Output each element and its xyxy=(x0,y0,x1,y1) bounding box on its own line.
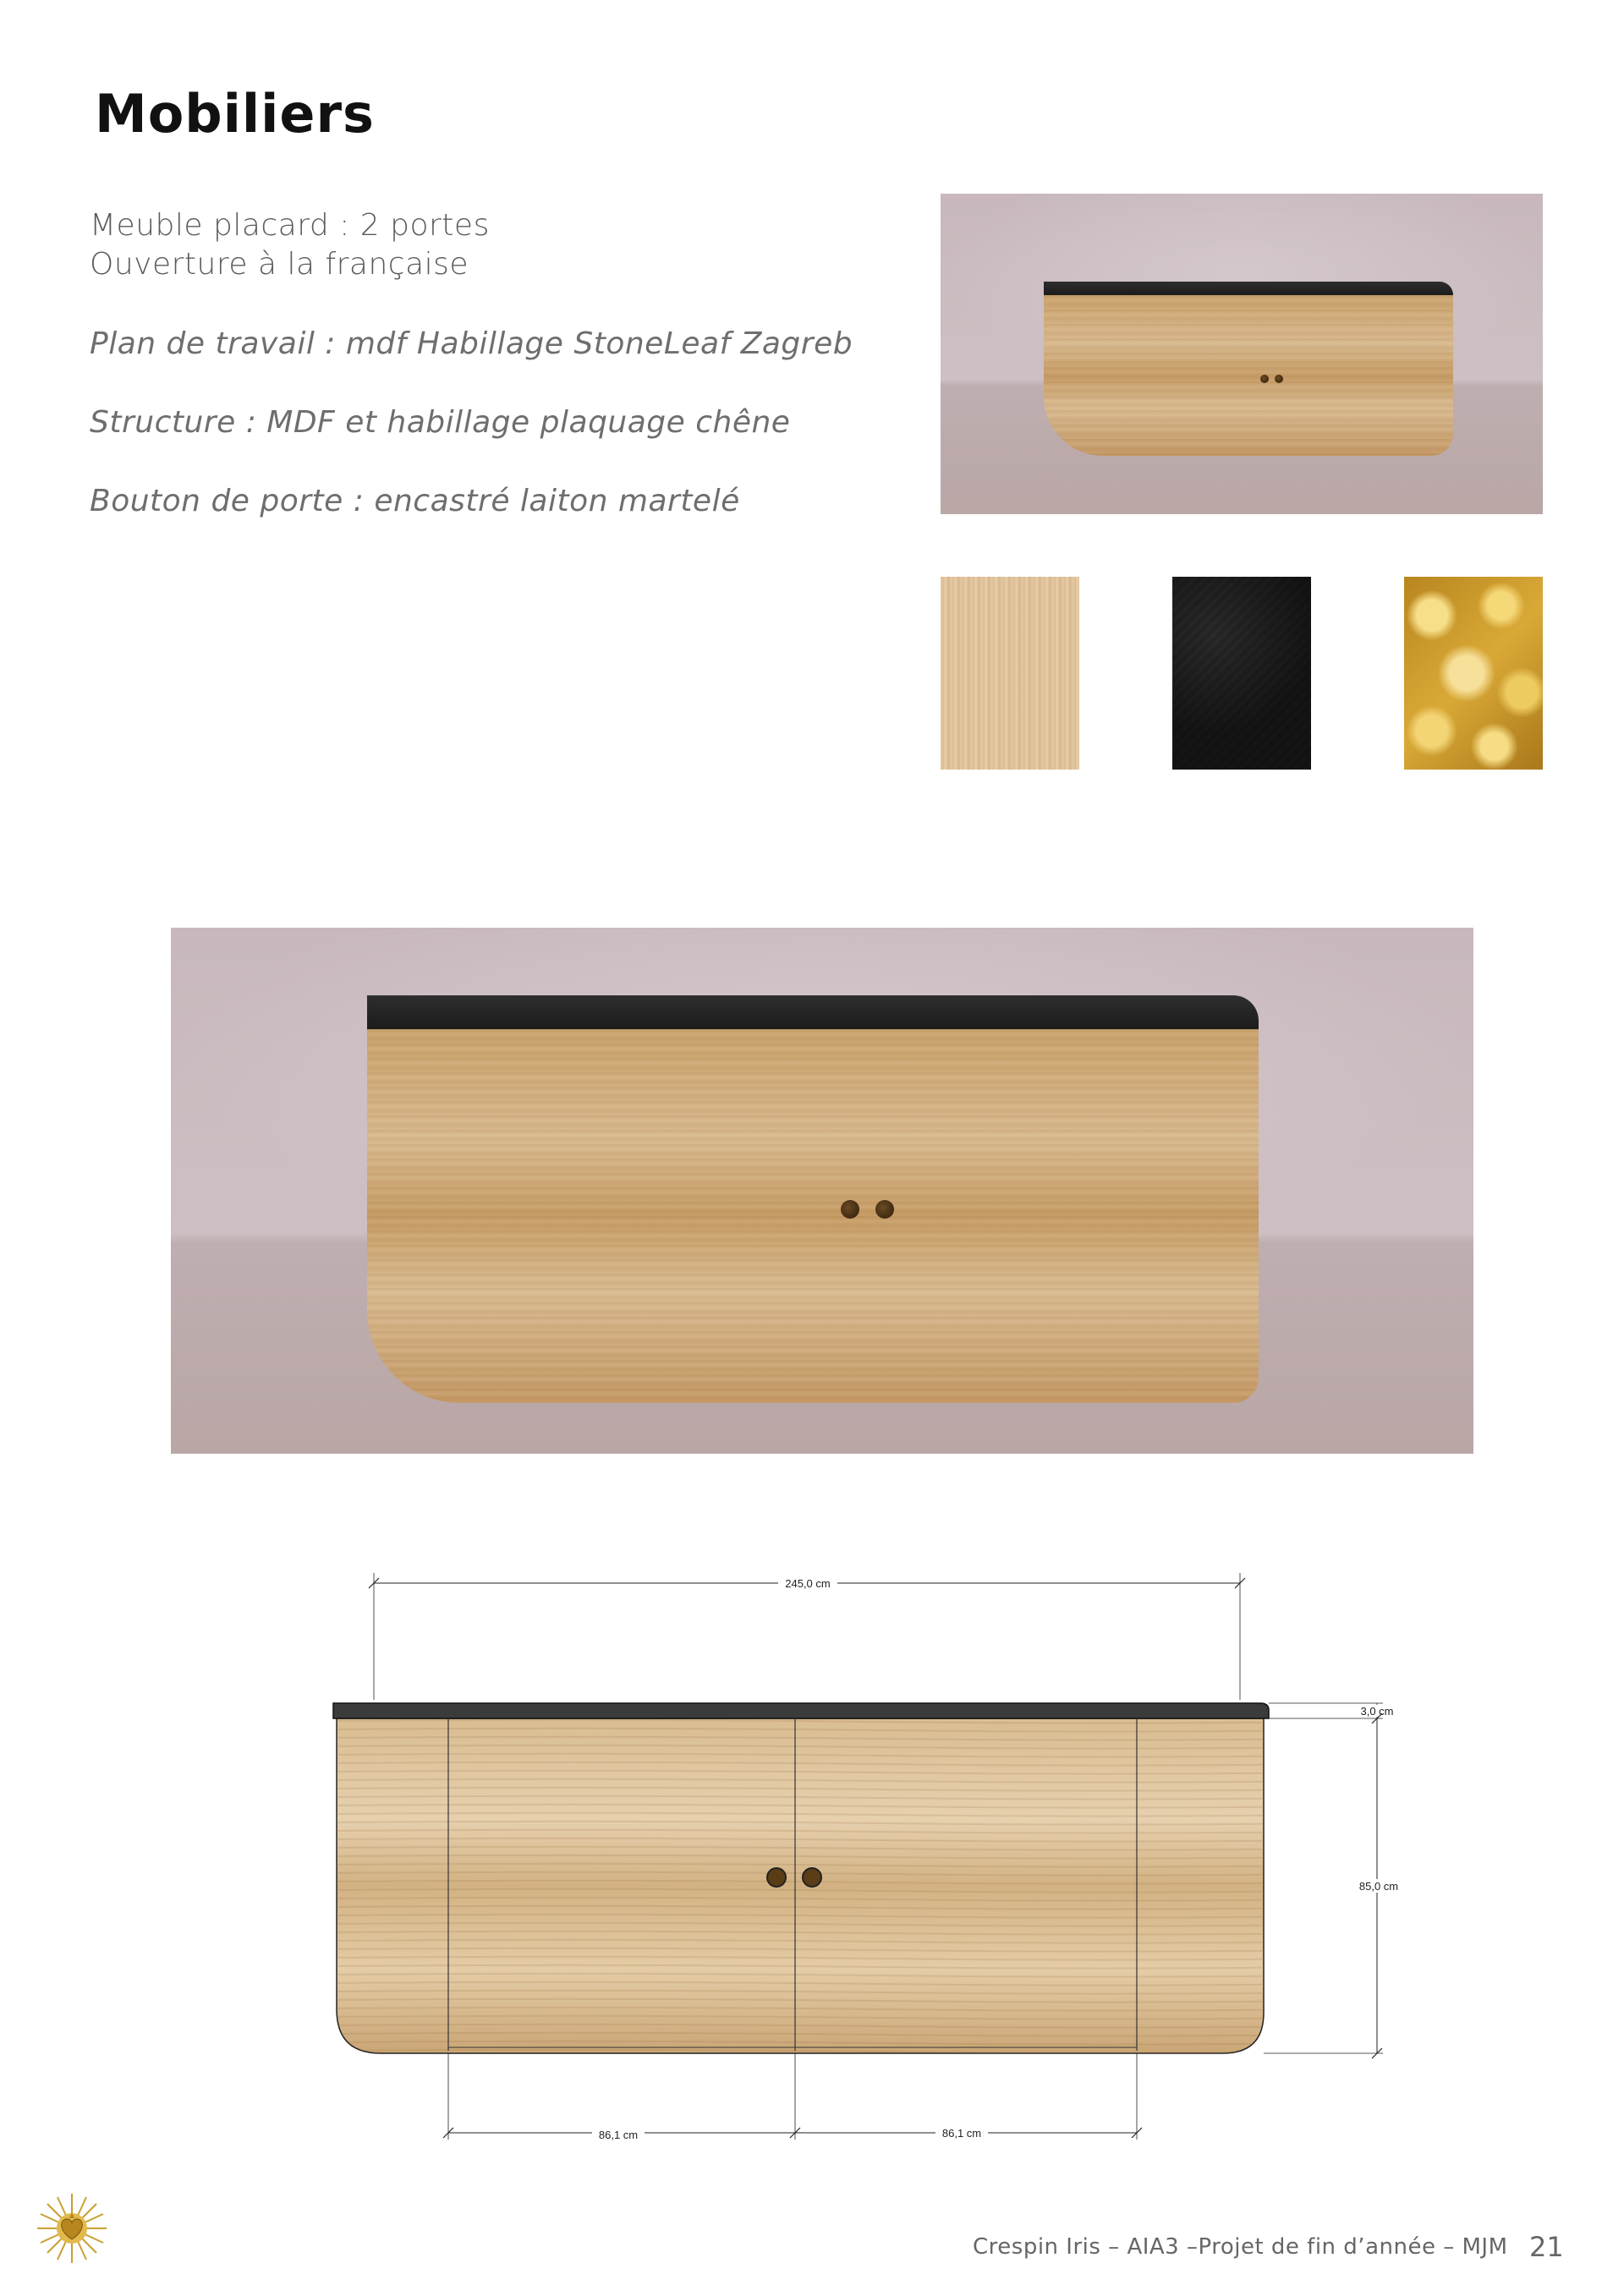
page-number: 21 xyxy=(1529,2231,1564,2263)
stone-leaf-swatch xyxy=(1172,577,1311,770)
footer-credit: Crespin Iris – AIA3 –Projet de fin d’année – MJM xyxy=(973,2234,1508,2260)
height-dimension-label: 85,0 cm xyxy=(1358,1880,1399,1893)
technical-drawing xyxy=(321,1564,1438,2156)
page-title: Mobiliers xyxy=(95,83,375,145)
render-large xyxy=(171,928,1473,1454)
door-right-width-label: 86,1 cm xyxy=(941,2127,982,2140)
structure-spec: Structure : MDF et habillage plaquage chêne xyxy=(90,405,791,440)
handle-spec: Bouton de porte : encastré laiton martelé xyxy=(90,484,740,518)
width-dimension-label: 245,0 cm xyxy=(785,1577,831,1590)
sacred-heart-logo xyxy=(34,2190,110,2266)
hammered-brass-swatch xyxy=(1404,577,1543,770)
render-small xyxy=(941,194,1543,514)
description-line-2: Ouverture à la française xyxy=(90,247,469,282)
top-thickness-label: 3,0 cm xyxy=(1360,1705,1394,1718)
door-left-width-label: 86,1 cm xyxy=(598,2129,639,2141)
worktop-spec: Plan de travail : mdf Habillage StoneLeaf Zagreb xyxy=(90,326,853,361)
description-line-1: Meuble placard : 2 portes xyxy=(90,208,490,243)
oak-veneer-swatch xyxy=(941,577,1079,770)
